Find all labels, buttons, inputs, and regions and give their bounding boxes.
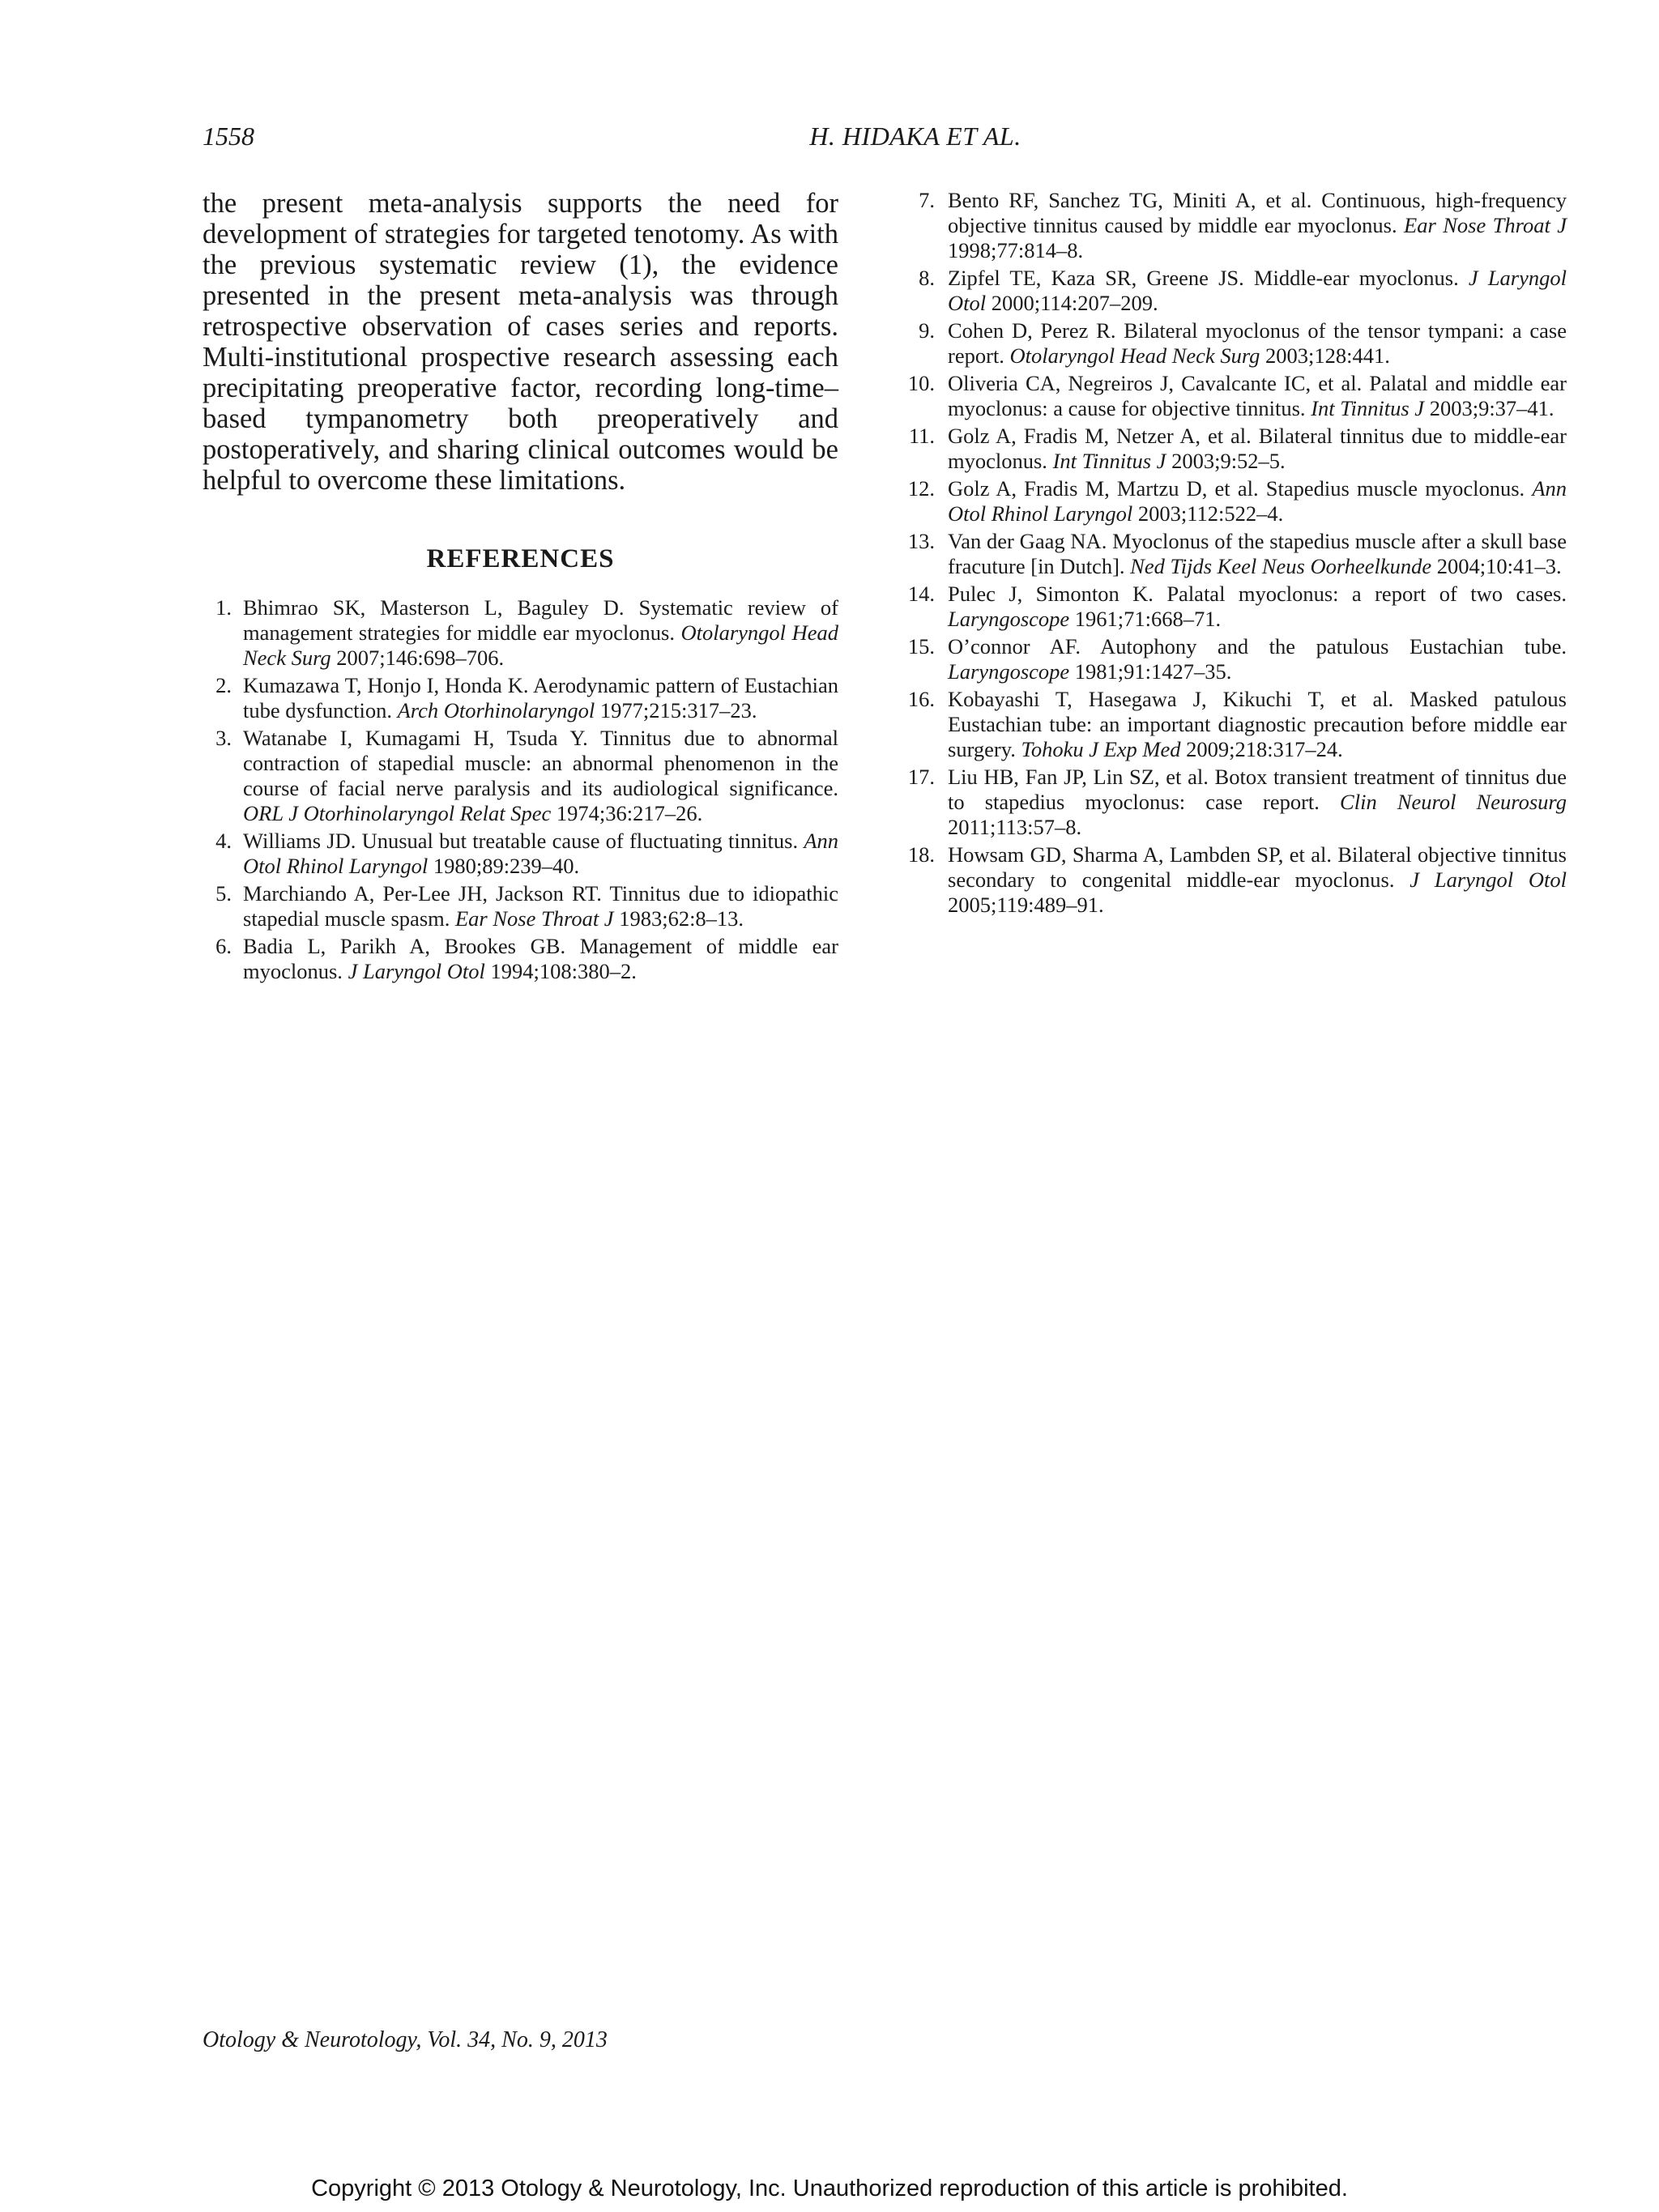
references-heading: REFERENCES [426, 544, 615, 573]
reference-journal: J Laryngol Otol [948, 266, 1567, 315]
reference-journal: J Laryngol Otol [348, 959, 485, 983]
reference-item [906, 687, 1567, 762]
reference-authors-title: O’connor AF. Autophony and the patulous Eustachian tube. [948, 634, 1567, 658]
reference-citation: 1998;77:814–8. [948, 238, 1084, 262]
reference-item [906, 529, 1567, 579]
reference-item [906, 266, 1567, 316]
reference-journal: ORL J Otorhinolaryngol Relat Spec [243, 801, 552, 825]
reference-authors-title: Zipfel TE, Kaza SR, Greene JS. Middle-ear myoclonus. [948, 266, 1469, 290]
reference-authors-title: Bhimrao SK, Masterson L, Baguley D. Systematic review of management strategies for middle ear myoclonus. [243, 595, 838, 645]
reference-item [203, 934, 838, 984]
reference-authors-title: Golz A, Fradis M, Netzer A, et al. Bilateral tinnitus due to middle-ear myoclonus. [948, 424, 1567, 473]
reference-number: 9. [919, 318, 935, 343]
reference-number: 6. [215, 934, 232, 958]
reference-citation: 1961;71:668–71. [1069, 607, 1222, 631]
reference-authors-title: Williams JD. Unusual but treatable cause of fluctuating tinnitus. [243, 829, 804, 853]
reference-item [906, 318, 1567, 369]
reference-item [906, 842, 1567, 918]
reference-list-left [203, 595, 838, 984]
journal-footer: Otology & Neurotology, Vol. 34, No. 9, 2013 [203, 2027, 608, 2052]
reference-authors-title: Howsam GD, Sharma A, Lambden SP, et al. Bilateral objective tinnitus secondary to congenital middle-ear myoclonus. [948, 842, 1567, 892]
reference-number: 5. [215, 881, 232, 906]
reference-item [906, 476, 1567, 526]
reference-journal: Tohoku J Exp Med [1021, 737, 1181, 761]
reference-number: 1. [215, 595, 232, 620]
reference-citation: 2000;114:207–209. [986, 291, 1158, 315]
reference-citation: 2003;9:37–41. [1424, 396, 1555, 420]
reference-number: 11. [908, 424, 935, 448]
reference-citation: 2003;9:52–5. [1166, 449, 1286, 473]
reference-item [906, 765, 1567, 840]
reference-number: 2. [215, 673, 232, 697]
reference-list-right [906, 188, 1567, 918]
reference-authors-title: Watanabe I, Kumagami H, Tsuda Y. Tinnitus due to abnormal contraction of stapedial muscle: an abnormal phenomenon in the course of facial nerve paralysis and its audiological significance. [243, 726, 838, 800]
reference-item [203, 726, 838, 826]
reference-number: 12. [907, 476, 935, 501]
reference-item [203, 673, 838, 723]
reference-journal: Arch Otorhinolaryngol [397, 698, 595, 722]
running-head: H. HIDAKA ET AL. [809, 121, 1021, 151]
reference-number: 14. [907, 582, 935, 606]
reference-citation: 1981;91:1427–35. [1069, 659, 1232, 684]
reference-number: 16. [907, 687, 935, 711]
reference-journal: Laryngoscope [948, 659, 1070, 684]
reference-number: 3. [215, 726, 232, 750]
reference-number: 17. [907, 765, 935, 789]
reference-number: 4. [215, 829, 232, 853]
right-column [906, 188, 1567, 920]
reference-authors-title: Badia L, Parikh A, Brookes GB. Management of middle ear myoclonus. [243, 934, 838, 983]
reference-citation: 2011;113:57–8. [948, 815, 1082, 839]
reference-journal: Ear Nose Throat J [455, 906, 614, 931]
reference-authors-title: Bento RF, Sanchez TG, Miniti A, et al. Continuous, high-frequency objective tinnitus caused by middle ear myoclonus. [948, 188, 1567, 237]
reference-number: 15. [907, 634, 935, 658]
copyright-notice: Copyright © 2013 Otology & Neurotology, Inc. Unauthorized reproduction of this article is prohibited. [311, 2176, 1348, 2201]
reference-citation: 2003;128:441. [1260, 343, 1390, 368]
reference-citation: 2009;218:317–24. [1180, 737, 1343, 761]
reference-journal: Clin Neurol Neurosurg [1340, 790, 1567, 814]
reference-journal: Int Tinnitus J [1052, 449, 1166, 473]
reference-item [906, 582, 1567, 632]
reference-authors-title: Kobayashi T, Hasegawa J, Kikuchi T, et al. Masked patulous Eustachian tube: an important diagnostic precaution before middle ear surgery. [948, 687, 1567, 761]
reference-citation: 1994;108:380–2. [484, 959, 637, 983]
reference-number: 7. [919, 188, 935, 212]
reference-journal: Int Tinnitus J [1311, 396, 1425, 420]
reference-journal: Ned Tijds Keel Neus Oorheelkunde [1130, 554, 1432, 578]
reference-authors-title: Cohen D, Perez R. Bilateral myoclonus of the tensor tympani: a case report. [948, 318, 1567, 368]
reference-authors-title: Golz A, Fradis M, Martzu D, et al. Stapedius muscle myoclonus. [948, 476, 1533, 501]
body-paragraph: the present meta-analysis supports the need for development of strategies for targeted tenotomy. As with the previous systematic review (1), the evidence presented in the present meta-analysis was through retrospective observation of cases series and reports. Multi-institutional prospective research assessing each precipitating preoperative factor, recording long-time–based tympanometry both preoperatively and postoperatively, and sharing clinical outcomes would be helpful to overcome these limitations. [203, 188, 838, 496]
left-column [203, 188, 838, 987]
reference-citation: 1977;215:317–23. [595, 698, 757, 722]
reference-citation: 2005;119:489–91. [948, 893, 1104, 917]
page-number: 1558 [203, 121, 254, 151]
reference-journal: Ann Otol Rhinol Laryngol [243, 829, 838, 878]
reference-authors-title: Kumazawa T, Honjo I, Honda K. Aerodynamic pattern of Eustachian tube dysfunction. [243, 673, 838, 722]
reference-journal: Ear Nose Throat J [1404, 213, 1567, 237]
reference-item [203, 829, 838, 879]
reference-authors-title: Oliveria CA, Negreiros J, Cavalcante IC, et al. Palatal and middle ear myoclonus: a cause for objective tinnitus. [948, 371, 1567, 420]
reference-journal: Otolaryngol Head Neck Surg [243, 620, 838, 670]
reference-number: 10. [907, 371, 935, 395]
reference-item [203, 881, 838, 931]
reference-number: 13. [907, 529, 935, 553]
reference-number: 18. [907, 842, 935, 867]
reference-authors-title: Liu HB, Fan JP, Lin SZ, et al. Botox transient treatment of tinnitus due to stapedius myoclonus: case report. [948, 765, 1567, 814]
reference-authors-title: Pulec J, Simonton K. Palatal myoclonus: a report of two cases. [948, 582, 1567, 606]
reference-number: 8. [919, 266, 935, 290]
reference-citation: 1974;36:217–26. [551, 801, 703, 825]
reference-authors-title: Marchiando A, Per-Lee JH, Jackson RT. Tinnitus due to idiopathic stapedial muscle spasm. [243, 881, 838, 931]
reference-citation: 2003;112:522–4. [1132, 501, 1284, 526]
reference-journal: Ann Otol Rhinol Laryngol [948, 476, 1567, 526]
reference-journal: Otolaryngol Head Neck Surg [1009, 343, 1260, 368]
reference-citation: 2004;10:41–3. [1431, 554, 1562, 578]
reference-item [906, 424, 1567, 474]
reference-citation: 1980;89:239–40. [428, 854, 580, 878]
reference-authors-title: Van der Gaag NA. Myoclonus of the stapedius muscle after a skull base fracuture [in Dutch]. [948, 529, 1567, 578]
reference-item [906, 634, 1567, 684]
reference-item [906, 371, 1567, 421]
reference-journal: Laryngoscope [948, 607, 1070, 631]
reference-item [906, 188, 1567, 263]
reference-citation: 2007;146:698–706. [331, 646, 505, 670]
reference-citation: 1983;62:8–13. [613, 906, 744, 931]
reference-journal: J Laryngol Otol [1410, 867, 1567, 892]
reference-item [203, 595, 838, 671]
